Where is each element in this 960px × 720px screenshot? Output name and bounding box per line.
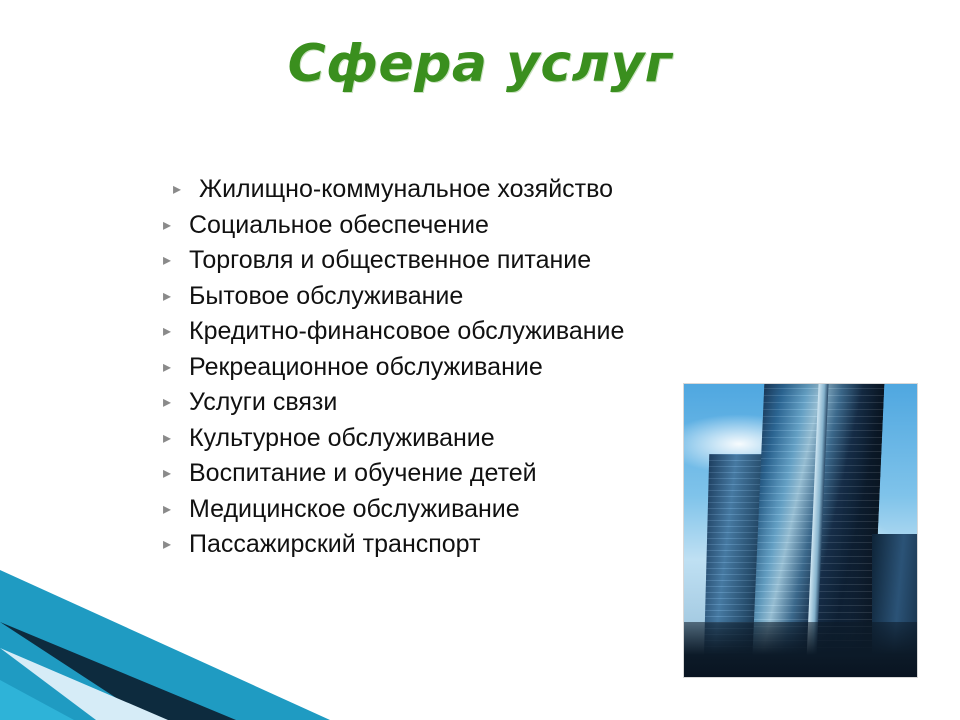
list-item [155,208,795,244]
list-item-label: Торговля и общественное питание [189,246,592,274]
bullet-marker-icon: ▸ [163,394,172,411]
list-item [155,279,795,315]
list-item-label: Культурное обслуживание [189,423,495,452]
bullet-marker-icon: ▸ [163,216,172,234]
bullet-marker-icon: ▸ [163,465,172,482]
list-item-label: Услуги связи [189,388,338,416]
list-item [155,350,795,386]
ribbon-light-shape [0,648,168,720]
list-item-label: Социальное обеспечение [189,210,489,239]
list-item [155,314,795,350]
list-item-label: Рекреационное обслуживание [189,352,543,381]
list-item [155,172,795,208]
list-item [155,243,795,279]
list-item-label: Бытовое обслуживание [189,281,464,310]
ribbon-dark-shape [0,622,236,720]
bullet-marker-icon: ▸ [163,536,172,553]
bullet-marker-icon: ▸ [163,429,172,447]
skyscraper-photo [683,383,918,678]
bullet-marker-icon: ▸ [163,358,172,376]
bullet-marker-icon: ▸ [163,252,172,269]
list-item-label: Медицинское обслуживание [189,494,520,523]
bullet-marker-icon: ▸ [163,500,172,518]
list-item-label: Жилищно-коммунальное хозяйство [199,175,614,203]
bullet-marker-icon: ▸ [163,323,172,340]
bullet-marker-icon: ▸ [163,287,172,305]
ribbon-accent-shape [0,680,74,720]
ribbon-teal-shape [0,570,330,720]
list-item-label: Пассажирский транспорт [189,530,481,558]
bullet-marker-icon: ▸ [173,181,182,198]
list-item-label: Кредитно-финансовое обслуживание [189,317,625,345]
page-title: Сфера услуг [287,34,673,94]
list-item-label: Воспитание и обучение детей [189,459,537,487]
building-base-shadow [684,622,917,677]
